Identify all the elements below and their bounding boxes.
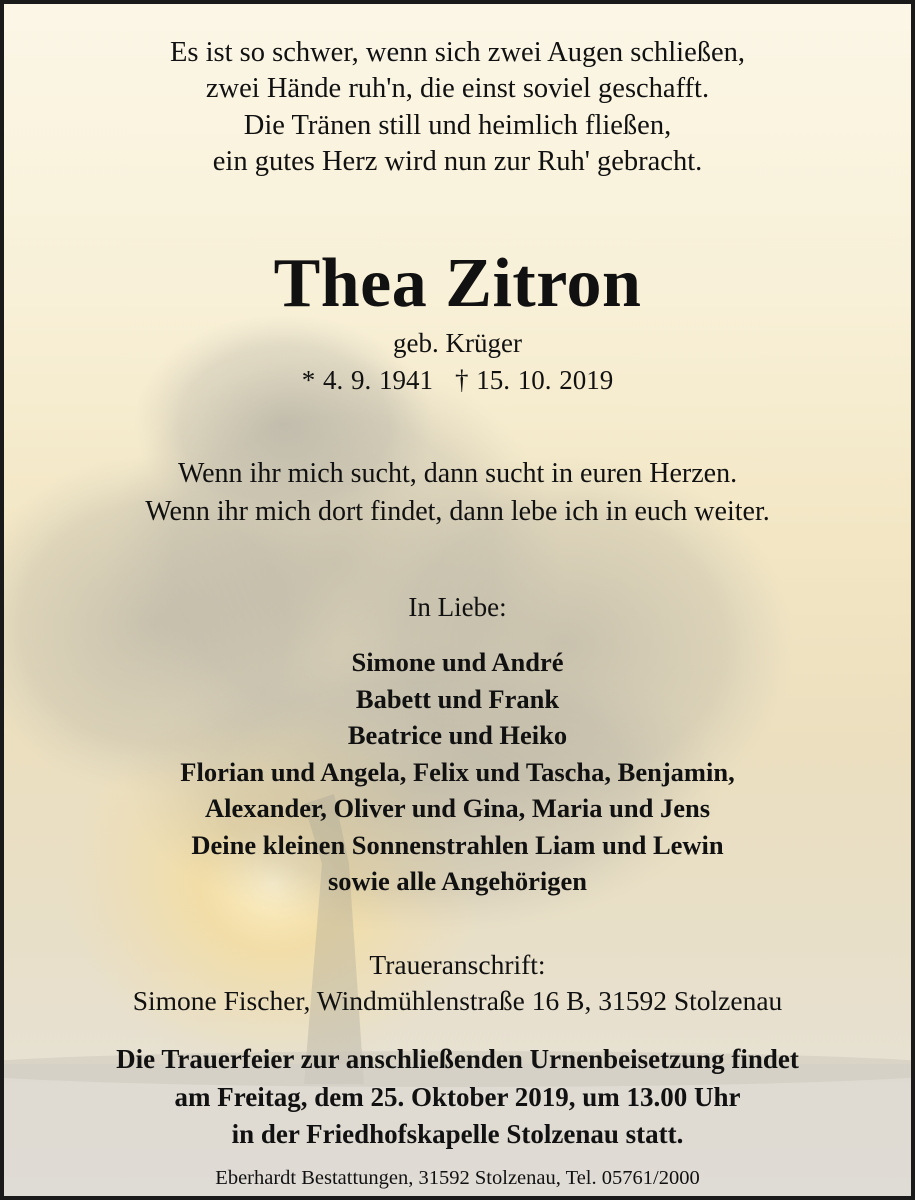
birth-date: * 4. 9. 1941: [301, 365, 433, 395]
quote-line: Wenn ihr mich sucht, dann sucht in euren Herzen.: [177, 458, 738, 489]
poem-line: ein gutes Herz wird nun zur Ruh' gebracht.: [212, 146, 703, 177]
in-love-label: In Liebe:: [408, 592, 507, 622]
maiden-name: geb. Krüger: [393, 328, 522, 358]
address-label: Traueranschrift:: [369, 949, 546, 980]
family-line: Beatrice und Heiko: [347, 720, 568, 750]
family-line: Florian und Angela, Felix und Tascha, Benjamin,: [180, 757, 735, 787]
family-line: Simone und André: [351, 647, 564, 677]
poem-line: Es ist so schwer, wenn sich zwei Augen schließen,: [169, 37, 746, 68]
address-line: Simone Fischer, Windmühlenstraße 16 B, 31592 Stolzenau: [132, 985, 783, 1016]
ceremony-line: am Freitag, dem 25. Oktober 2019, um 13.00 Uhr: [174, 1082, 741, 1112]
funeral-home-footer: Eberhardt Bestattungen, 31592 Stolzenau, Tel. 05761/2000: [215, 1167, 700, 1189]
death-date: † 15. 10. 2019: [455, 365, 614, 395]
family-line: sowie alle Angehörigen: [327, 866, 588, 896]
poem-line: Die Tränen still und heimlich fließen,: [243, 110, 672, 141]
ceremony-line: in der Friedhofskapelle Stolzenau statt.: [231, 1119, 684, 1149]
family-line: Babett und Frank: [355, 684, 560, 714]
poem-line: zwei Hände ruh'n, die einst soviel geschafft.: [205, 73, 710, 104]
quote-line: Wenn ihr mich dort findet, dann lebe ich in euch weiter.: [145, 496, 770, 527]
ceremony-line: Die Trauerfeier zur anschließenden Urnenbeisetzung findet: [116, 1044, 799, 1074]
life-dates: [4, 363, 911, 397]
notice-content: [4, 4, 911, 1196]
family-line: Alexander, Oliver und Gina, Maria und Jens: [204, 793, 711, 823]
family-line: Deine kleinen Sonnenstrahlen Liam und Lewin: [191, 830, 724, 860]
deceased-name: Thea Zitron: [273, 245, 642, 322]
